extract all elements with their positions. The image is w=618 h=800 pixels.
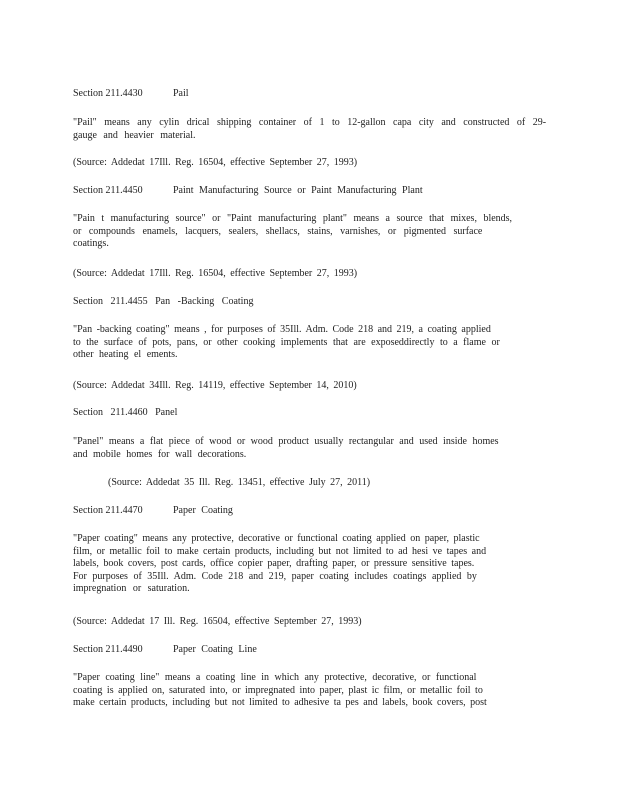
- definition-paragraph: [73, 672, 548, 710]
- paragraph-line: coating is applied on, saturated into, or impregnated into paper, plast ic film, or metallic foil to: [73, 684, 483, 696]
- section-heading: [73, 296, 548, 309]
- section-title: Paper Coating Line: [173, 644, 257, 655]
- definition-paragraph: [73, 117, 548, 142]
- paragraph-line: to the surface of pots, pans, or other cooking implements that are exposeddirectly to a flame or: [73, 336, 500, 348]
- section-number: Section 211.4430: [73, 88, 143, 99]
- paragraph-line: and mobile homes for wall decorations.: [73, 448, 247, 460]
- section-heading: [73, 644, 548, 657]
- definition-paragraph: [73, 213, 548, 251]
- section-number: Section 211.4490: [73, 644, 143, 655]
- paragraph-line: "Paper coating" means any protective, decorative or functional coating applied on paper, plastic: [73, 533, 480, 544]
- paragraph-line: gauge and heavier material.: [73, 129, 196, 141]
- paragraph-line: "Pan -backing coating" means , for purposes of 35Ill. Adm. Code 218 and 219, a coating applied: [73, 324, 491, 335]
- section-title: Pan -Backing Coating: [155, 296, 254, 307]
- section-number: Section 211.4455: [73, 296, 148, 307]
- section-heading: [73, 88, 548, 101]
- source-note: (Source: Addedat 17 Ill. Reg. 16504, effective September 27, 1993): [73, 616, 362, 627]
- paragraph-line: impregnation or saturation.: [73, 583, 190, 594]
- paragraph-line: For purposes of 35Ill. Adm. Code 218 and 219, paper coating includes coatings applied by: [73, 570, 477, 582]
- section-title: Paper Coating: [173, 505, 233, 516]
- section-number: Section 211.4460: [73, 407, 148, 418]
- paragraph-line: "Paper coating line" means a coating line in which any protective, decorative, or functional: [73, 672, 477, 683]
- paragraph-line: film, or metallic foil to make certain products, including but not limited to ad hesi ve tapes and: [73, 545, 487, 557]
- source-note: (Source: Addedat 17Ill. Reg. 16504, effective September 27, 1993): [73, 268, 358, 279]
- definition-paragraph: [73, 324, 548, 362]
- paragraph-line: other heating el ements.: [73, 349, 178, 360]
- paragraph-line: labels, book covers, post cards, office copier paper, drafting paper, or pressure sensitive tapes.: [73, 558, 475, 569]
- paragraph-line: coatings.: [73, 238, 109, 249]
- section-title: Paint Manufacturing Source or Paint Manufacturing Plant: [173, 185, 423, 196]
- section-heading: [73, 505, 548, 518]
- paragraph-line: make certain products, including but not limited to adhesive ta pes and labels, book covers, post: [73, 697, 487, 708]
- section-heading: [73, 185, 548, 198]
- section-heading: [73, 407, 548, 420]
- source-note: (Source: Addedat 35 Ill. Reg. 13451, effective July 27, 2011): [108, 477, 371, 488]
- section-number: Section 211.4470: [73, 505, 143, 516]
- definition-paragraph: [73, 533, 548, 596]
- definition-paragraph: [73, 436, 548, 461]
- source-note: (Source: Addedat 17Ill. Reg. 16504, effective September 27, 1993): [73, 157, 358, 168]
- source-note: (Source: Addedat 34Ill. Reg. 14119, effective September 14, 2010): [73, 380, 357, 391]
- paragraph-line: or compounds enamels, lacquers, sealers, shellacs, stains, varnishes, or pigmented surface: [73, 225, 483, 237]
- section-number: Section 211.4450: [73, 185, 143, 196]
- paragraph-line: "Pain t manufacturing source" or "Paint manufacturing plant" means a source that mixes, blends,: [73, 213, 513, 224]
- section-title: Panel: [155, 407, 178, 418]
- paragraph-line: "Panel" means a flat piece of wood or wood product usually rectangular and used inside homes: [73, 436, 499, 447]
- section-title: Pail: [173, 88, 189, 99]
- paragraph-line: "Pail" means any cylin drical shipping container of 1 to 12-gallon capa city and constructed of 29-: [73, 117, 547, 128]
